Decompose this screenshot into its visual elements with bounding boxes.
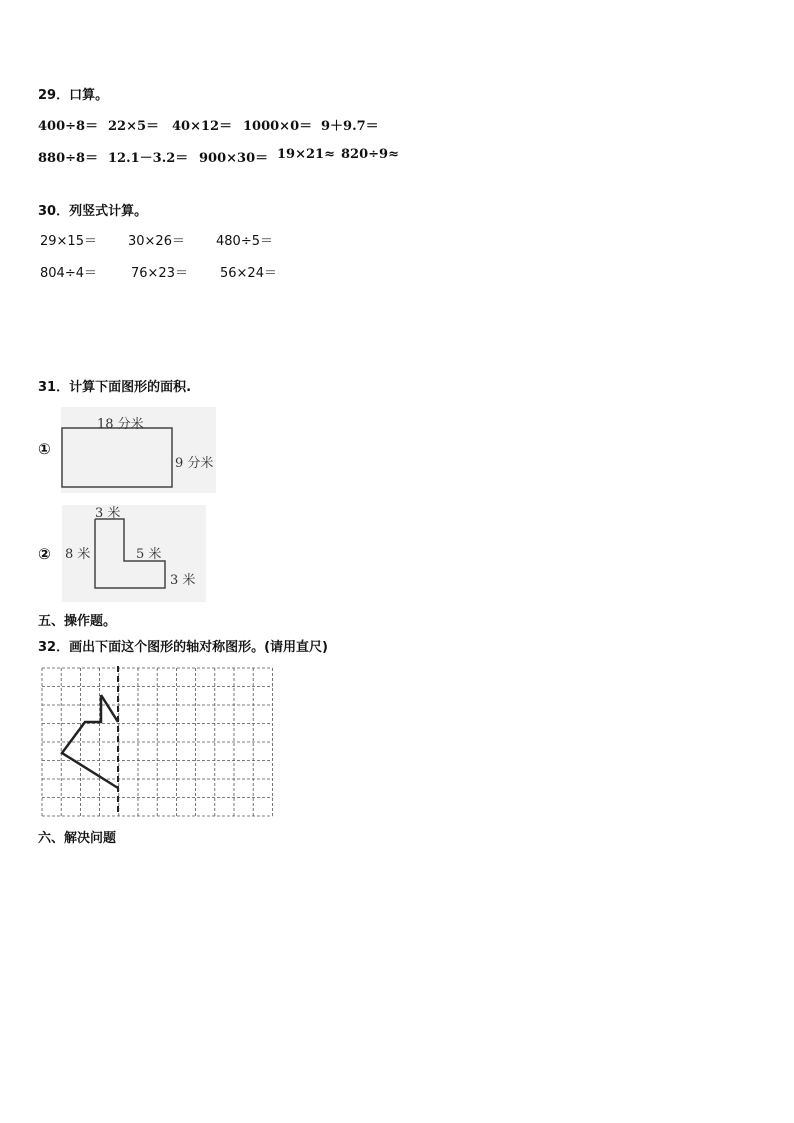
q29-item: 40×12＝	[172, 119, 233, 134]
figure-2-panel	[62, 505, 206, 602]
given-shape-upper	[101, 695, 118, 722]
q29-item: 22×5＝	[108, 119, 160, 134]
q29-item: 900×30＝	[199, 151, 269, 166]
q29-item: 1000×0＝	[243, 119, 313, 134]
q29-item: 820÷9≈	[341, 147, 399, 162]
q30-item: 480÷5＝	[216, 234, 273, 249]
grid-lines	[42, 668, 272, 816]
section-5-heading: 五、操作题。	[38, 614, 117, 629]
q29-item: 9＋9.7＝	[321, 119, 379, 134]
q30-item: 30×26＝	[128, 234, 185, 249]
figure-2-left-label: 8 米	[65, 547, 91, 562]
q29-item: 400÷8＝	[38, 119, 99, 134]
figure-1-top-label: 18 分米	[97, 417, 144, 432]
q30-title: 30．列竖式计算。	[38, 204, 148, 219]
q30-item: 29×15＝	[40, 234, 97, 249]
section-6-heading: 六、解决问题	[38, 831, 117, 846]
q30-item: 56×24＝	[220, 266, 277, 281]
q29-title: 29．口算。	[38, 88, 109, 103]
q30-item: 76×23＝	[131, 266, 188, 281]
figure-1-marker: ①	[38, 440, 51, 458]
q29-item: 880÷8＝	[38, 151, 99, 166]
figure-1-panel	[61, 407, 216, 493]
q30-item: 804÷4＝	[40, 266, 97, 281]
q32-title: 32．画出下面这个图形的轴对称图形。(请用直尺)	[38, 640, 328, 655]
figure-2-middle-label: 5 米	[136, 547, 162, 562]
figure-2-right-label: 3 米	[170, 573, 196, 588]
figure-2-top-label: 3 米	[95, 506, 121, 521]
q29-item: 19×21≈	[277, 147, 335, 162]
q31-title: 31．计算下面图形的面积.	[38, 380, 192, 395]
figure-2-marker: ②	[38, 545, 51, 563]
symmetry-grid	[40, 664, 274, 818]
figure-1-right-label: 9 分米	[175, 456, 214, 471]
q29-item: 12.1－3.2＝	[108, 151, 189, 166]
